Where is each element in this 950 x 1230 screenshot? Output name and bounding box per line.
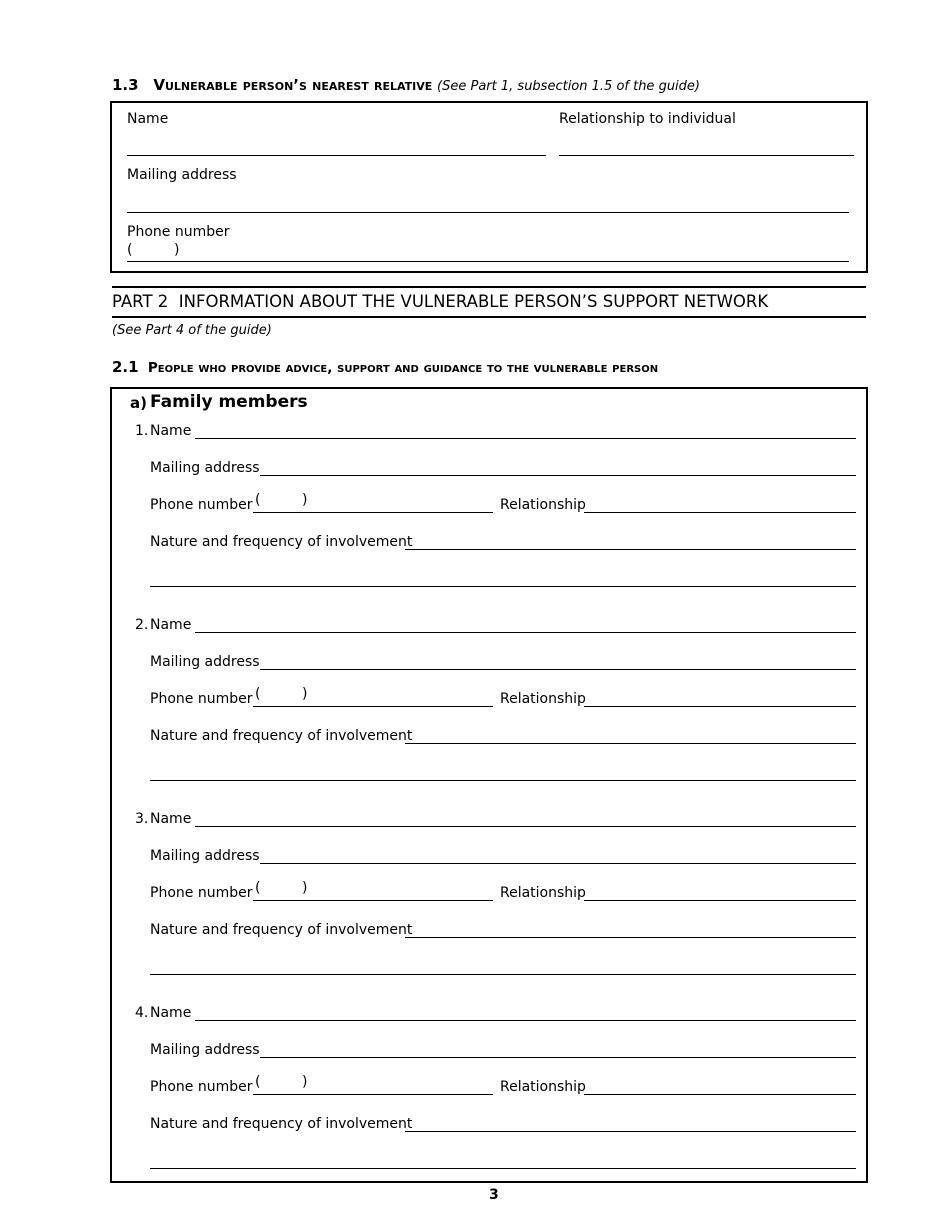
entry-1-phone-label: Phone number [150, 497, 253, 513]
entry-2-name-label: Name [150, 617, 192, 633]
section-1-3-heading [112, 76, 700, 94]
section-1-3-number: 1.3 [112, 76, 139, 94]
entry-4-number: 4. [135, 1005, 149, 1021]
entry-1-involvement-label: Nature and frequency of involvement [150, 534, 413, 550]
entry-4-phone-open-paren: ( [255, 1074, 261, 1090]
section-2-1-heading [112, 358, 658, 376]
entry-2-relationship-field[interactable] [584, 706, 856, 707]
part2-title: PART 2 INFORMATION ABOUT THE VULNERABLE PERSON’S SUPPORT NETWORK [112, 292, 769, 311]
family-members-marker: a) [130, 394, 147, 412]
relative-phone-label: Phone number [127, 224, 230, 240]
page-number: 3 [489, 1187, 499, 1203]
entry-3-involvement-label: Nature and frequency of involvement [150, 922, 413, 938]
entry-2-phone-label: Phone number [150, 691, 253, 707]
entry-4-relationship-field[interactable] [584, 1094, 856, 1095]
entry-4-address-label: Mailing address [150, 1042, 260, 1058]
section-2-1-title: People who provide advice, support and guidance to the vulnerable person [147, 360, 659, 376]
entry-1-involvement-extra-line[interactable] [150, 586, 856, 587]
part2-reference: (See Part 4 of the guide) [112, 323, 272, 338]
entry-3-involvement-extra-line[interactable] [150, 974, 856, 975]
relative-phone-field[interactable] [127, 261, 849, 262]
entry-4-relationship-label: Relationship [500, 1079, 586, 1095]
entry-1-name-label: Name [150, 423, 192, 439]
family-members-heading: Family members [150, 392, 308, 412]
part2-top-rule [112, 286, 866, 288]
entry-1-number: 1. [135, 423, 149, 439]
entry-3-phone-open-paren: ( [255, 880, 261, 896]
entry-1-phone-field[interactable] [253, 512, 493, 513]
nearest-relative-box [110, 101, 868, 273]
entry-3-name-label: Name [150, 811, 192, 827]
relative-relationship-label: Relationship to individual [559, 111, 736, 127]
relative-phone-open-paren: ( [127, 242, 133, 258]
section-1-3-title: Vulnerable person’s nearest relative [153, 76, 433, 94]
entry-1-address-field[interactable] [260, 475, 856, 476]
entry-4-involvement-field[interactable] [405, 1131, 856, 1132]
entry-4-phone-field[interactable] [253, 1094, 493, 1095]
entry-3-address-field[interactable] [260, 863, 856, 864]
relative-relationship-field[interactable] [559, 155, 854, 156]
entry-2-involvement-label: Nature and frequency of involvement [150, 728, 413, 744]
entry-3-relationship-field[interactable] [584, 900, 856, 901]
entry-2-address-field[interactable] [260, 669, 856, 670]
relative-address-field[interactable] [127, 212, 849, 213]
entry-1-address-label: Mailing address [150, 460, 260, 476]
entry-4-name-label: Name [150, 1005, 192, 1021]
entry-4-name-field[interactable] [195, 1020, 856, 1021]
entry-2-name-field[interactable] [195, 632, 856, 633]
entry-3-phone-label: Phone number [150, 885, 253, 901]
entry-2-relationship-label: Relationship [500, 691, 586, 707]
entry-3-phone-close-paren: ) [302, 880, 308, 896]
entry-4-phone-close-paren: ) [302, 1074, 308, 1090]
part2-bottom-rule [112, 316, 866, 318]
entry-2-phone-open-paren: ( [255, 686, 261, 702]
entry-4-address-field[interactable] [260, 1057, 856, 1058]
entry-3-involvement-field[interactable] [405, 937, 856, 938]
entry-4-involvement-label: Nature and frequency of involvement [150, 1116, 413, 1132]
entry-1-relationship-field[interactable] [584, 512, 856, 513]
entry-1-relationship-label: Relationship [500, 497, 586, 513]
relative-phone-close-paren: ) [174, 242, 180, 258]
entry-3-relationship-label: Relationship [500, 885, 586, 901]
entry-4-phone-label: Phone number [150, 1079, 253, 1095]
entry-3-phone-field[interactable] [253, 900, 493, 901]
relative-address-label: Mailing address [127, 167, 237, 183]
entry-3-number: 3. [135, 811, 149, 827]
entry-2-phone-field[interactable] [253, 706, 493, 707]
section-1-3-reference: (See Part 1, subsection 1.5 of the guide) [437, 79, 700, 94]
entry-2-address-label: Mailing address [150, 654, 260, 670]
section-2-1-number: 2.1 [112, 358, 139, 376]
relative-name-field[interactable] [127, 155, 546, 156]
entry-2-involvement-field[interactable] [405, 743, 856, 744]
entry-2-involvement-extra-line[interactable] [150, 780, 856, 781]
entry-1-name-field[interactable] [195, 438, 856, 439]
entry-3-name-field[interactable] [195, 826, 856, 827]
entry-4-involvement-extra-line[interactable] [150, 1168, 856, 1169]
entry-2-phone-close-paren: ) [302, 686, 308, 702]
entry-1-phone-close-paren: ) [302, 492, 308, 508]
entry-1-involvement-field[interactable] [405, 549, 856, 550]
entry-3-address-label: Mailing address [150, 848, 260, 864]
entry-2-number: 2. [135, 617, 149, 633]
relative-name-label: Name [127, 111, 169, 127]
entry-1-phone-open-paren: ( [255, 492, 261, 508]
